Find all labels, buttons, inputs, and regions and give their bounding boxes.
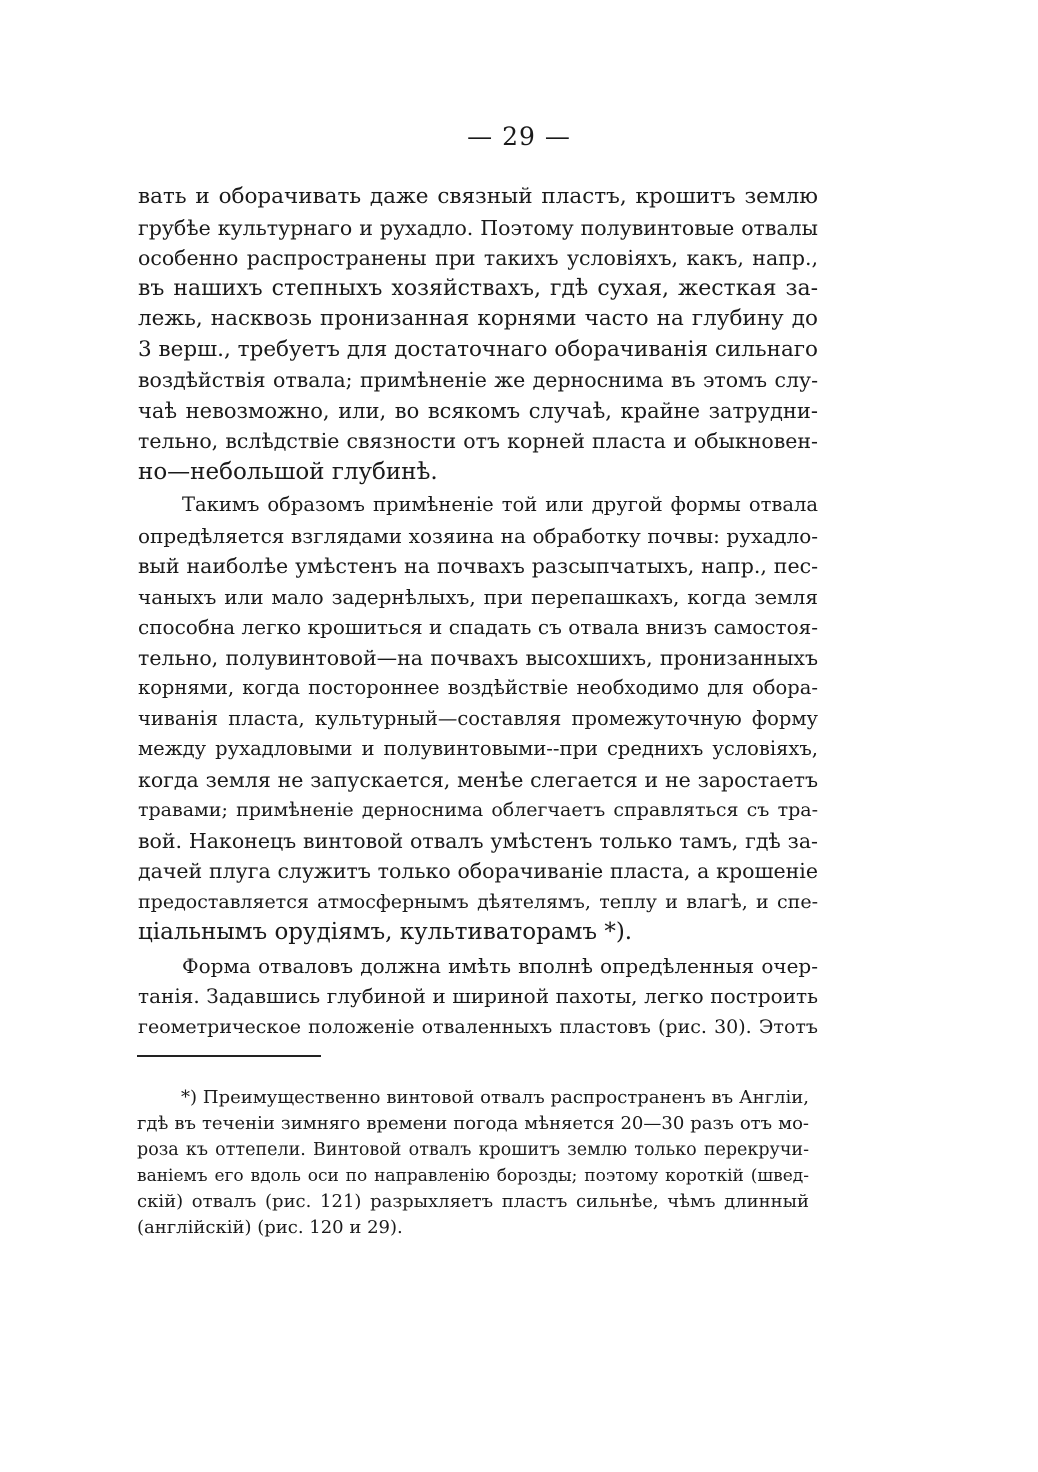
text-line: лежь, насквозь пронизанная корнями часто на глубину до [138, 306, 818, 331]
text-line: геометрическое положеніе отваленныхъ пластовъ (рис. 30). Этотъ [138, 1015, 818, 1038]
text-line: чаныхъ или мало задернѣлыхъ, при перепашкахъ, когда земля [138, 584, 818, 609]
text-line: тельно, полувинтовой—на почвахъ высохшихъ, пронизанныхъ [138, 645, 818, 670]
text-line: въ нашихъ степныхъ хозяйствахъ, гдѣ сухая, жесткая за- [138, 275, 818, 301]
text-line: корнями, когда постороннее воздѣйствіе необходимо для обора- [138, 676, 818, 699]
text-line: вый наиболѣе умѣстенъ на почвахъ разсыпчатыхъ, напр., пес- [138, 554, 818, 578]
text-line: Такимъ образомъ примѣненіе той или другой формы отвала [182, 493, 818, 516]
text-line: танія. Задавшись глубиной и шириной пахоты, легко построить [138, 984, 818, 1008]
text-line: особенно распространены при такихъ условіяхъ, какъ, напр., [138, 246, 818, 270]
text-line: но—небольшой глубинѣ. [138, 458, 438, 485]
text-line: опредѣляется взглядами хозяина на обработку почвы: рухадло- [138, 523, 818, 548]
page-number: — 29 — [467, 122, 571, 151]
text-line: тельно, вслѣдствіе связности отъ корней пласта и обыкновен- [138, 429, 818, 453]
text-line: вой. Наконецъ винтовой отвалъ умѣстенъ только тамъ, гдѣ за- [138, 828, 818, 853]
footnote-line: скій) отвалъ (рис. 121) разрыхляетъ пластъ сильнѣе, чѣмъ длинный [137, 1191, 809, 1212]
footnote-line: (англійскій) (рис. 120 и 29). [137, 1217, 403, 1238]
text-line: способна легко крошиться и спадать съ отвала внизъ самостоя- [138, 615, 818, 639]
text-line: вать и оборачивать даже связный пластъ, крошитъ землю [138, 184, 818, 209]
text-line: грубѣе культурнаго и рухадло. Поэтому полувинтовые отвалы [138, 215, 818, 240]
main-text [138, 182, 818, 1042]
paragraph-2 [138, 490, 818, 948]
text-line: травами; примѣненіе дерноснима облегчаетъ справляться съ тра- [138, 799, 818, 821]
text-line: воздѣйствія отвала; примѣненіе же дерноснима въ этомъ слу- [138, 368, 818, 392]
text-line: когда земля не запускается, менѣе слегается и не заростаетъ [138, 767, 818, 792]
text-line: чаѣ невозможно, или, во всякомъ случаѣ, крайне затрудни- [138, 398, 818, 423]
text-line: предоставляется атмосфернымъ дѣятелямъ, теплу и влагѣ, и спе- [138, 890, 818, 913]
text-line: ціальнымъ орудіямъ, культиваторамъ *). [138, 919, 633, 945]
text-line: чиванія пласта, культурный—составляя промежуточную форму [138, 706, 818, 730]
footnote-divider [137, 1055, 321, 1057]
footnote-line: ваніемъ его вдоль оси по направленію борозды; поэтому короткій (швед- [137, 1166, 809, 1186]
paragraph-3 [138, 951, 818, 1043]
text-line: Форма отваловъ должна имѣть вполнѣ опредѣленныя очер- [182, 953, 818, 978]
text-line: дачей плуга служитъ только оборачиваніе пласта, а крошеніе [138, 859, 818, 883]
footnote [137, 1085, 809, 1241]
paragraph-1 [138, 182, 818, 487]
footnote-line: гдѣ въ теченіи зимняго времени погода мѣняется 20—30 разъ отъ мо- [137, 1113, 809, 1134]
footnote-line: *) Преимущественно винтовой отвалъ распространенъ въ Англіи, [181, 1087, 809, 1108]
text-line: между рухадловыми и полувинтовыми--при среднихъ условіяхъ, [138, 737, 818, 760]
text-line: 3 верш., требуетъ для достаточнаго оборачиванія сильнаго [138, 336, 818, 362]
footnote-line: роза къ оттепели. Винтовой отвалъ крошитъ землю только перекручи- [137, 1140, 809, 1160]
